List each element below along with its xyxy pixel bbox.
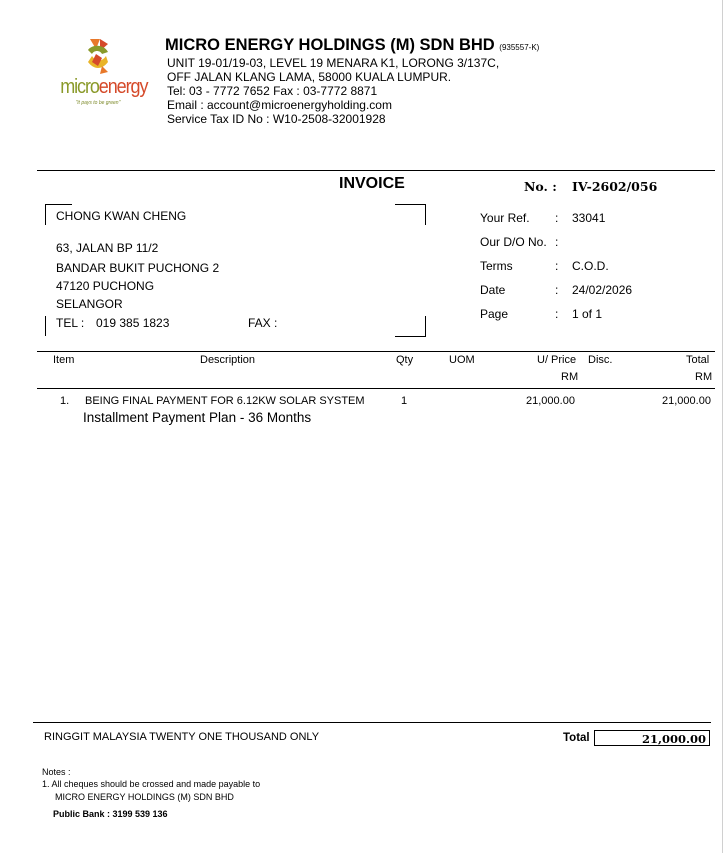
company-address-line1: UNIT 19-01/19-03, LEVEL 19 MENARA K1, LORONG 3/137C, bbox=[167, 56, 500, 70]
row-total: 21,000.00 bbox=[662, 395, 711, 407]
company-tax-id: Service Tax ID No : W10-2508-32001928 bbox=[167, 112, 386, 126]
invoice-no-value: IV-2602/056 bbox=[572, 179, 658, 194]
invoice-no-label: No. : bbox=[524, 179, 557, 194]
meta-colon: : bbox=[555, 259, 559, 273]
company-contact: Tel: 03 - 7772 7652 Fax : 03-7772 8871 bbox=[167, 84, 378, 98]
meta-colon: : bbox=[555, 307, 559, 321]
address-bracket-top-right bbox=[395, 204, 426, 225]
customer-name: CHONG KWAN CHENG bbox=[56, 209, 187, 223]
customer-tel-value: 019 385 1823 bbox=[96, 316, 170, 330]
total-label: Total bbox=[563, 732, 590, 744]
footer-divider bbox=[33, 722, 711, 723]
row-description-note: Installment Payment Plan - 36 Months bbox=[83, 410, 312, 425]
meta-value-your-ref: 33041 bbox=[572, 211, 606, 225]
meta-label-page: Page bbox=[480, 307, 509, 321]
col-header-unit-price-currency: RM bbox=[561, 371, 579, 383]
bank-account: Public Bank : 3199 539 136 bbox=[53, 809, 168, 819]
logo-tagline: "it pays to be green" bbox=[75, 100, 121, 106]
customer-fax-label: FAX : bbox=[248, 316, 278, 330]
col-header-item: Item bbox=[53, 354, 75, 366]
logo-mark-icon bbox=[56, 36, 140, 76]
col-header-uom: UOM bbox=[449, 354, 475, 366]
note-1-payee: MICRO ENERGY HOLDINGS (M) SDN BHD bbox=[55, 792, 234, 802]
table-header-top-line bbox=[37, 351, 715, 352]
row-unit-price: 21,000.00 bbox=[526, 395, 575, 407]
notes-title: Notes : bbox=[42, 767, 71, 777]
customer-address2: BANDAR BUKIT PUCHONG 2 bbox=[56, 261, 220, 275]
meta-label-do-no: Our D/O No. bbox=[480, 235, 547, 249]
address-bracket-bottom-right bbox=[395, 316, 426, 337]
customer-address1: 63, JALAN BP 11/2 bbox=[56, 241, 159, 255]
meta-value-terms: C.O.D. bbox=[572, 259, 609, 273]
col-header-disc: Disc. bbox=[588, 354, 613, 366]
meta-label-terms: Terms bbox=[480, 259, 513, 273]
meta-colon: : bbox=[555, 283, 559, 297]
col-header-unit-price: U/ Price bbox=[537, 354, 577, 366]
logo-wordmark: microenergy bbox=[60, 76, 148, 98]
amount-in-words: RINGGIT MALAYSIA TWENTY ONE THOUSAND ONLY bbox=[44, 731, 320, 743]
company-email: Email : account@microenergyholding.com bbox=[167, 98, 392, 112]
customer-tel-label: TEL : bbox=[56, 316, 85, 330]
customer-address3: 47120 PUCHONG bbox=[56, 279, 155, 293]
col-header-total: Total bbox=[686, 354, 710, 366]
page-edge bbox=[722, 0, 723, 853]
company-reg-no: (935557-K) bbox=[499, 43, 540, 52]
note-1: 1. All cheques should be crossed and made payable to bbox=[42, 779, 261, 789]
meta-colon: : bbox=[555, 211, 559, 225]
meta-value-date: 24/02/2026 bbox=[572, 283, 633, 297]
company-logo bbox=[56, 36, 148, 112]
row-item-no: 1. bbox=[60, 395, 70, 407]
total-box bbox=[594, 730, 710, 746]
company-name: MICRO ENERGY HOLDINGS (M) SDN BHD (935557-K) bbox=[165, 36, 540, 54]
customer-address4: SELANGOR bbox=[56, 297, 123, 311]
company-address-line2: OFF JALAN KLANG LAMA, 58000 KUALA LUMPUR. bbox=[167, 70, 452, 84]
row-description: BEING FINAL PAYMENT FOR 6.12KW SOLAR SYSTEM bbox=[85, 395, 365, 407]
invoice-title: INVOICE bbox=[339, 175, 405, 192]
meta-value-page: 1 of 1 bbox=[572, 307, 603, 321]
col-header-description: Description bbox=[200, 354, 256, 366]
meta-colon: : bbox=[555, 235, 559, 249]
table-header-bottom-line bbox=[37, 388, 715, 389]
col-header-qty: Qty bbox=[396, 354, 414, 366]
total-value: 21,000.00 bbox=[641, 732, 706, 746]
meta-label-your-ref: Your Ref. bbox=[480, 211, 530, 225]
meta-label-date: Date bbox=[480, 283, 506, 297]
col-header-total-currency: RM bbox=[695, 371, 713, 383]
header-divider bbox=[37, 170, 715, 171]
row-qty: 1 bbox=[401, 395, 408, 407]
